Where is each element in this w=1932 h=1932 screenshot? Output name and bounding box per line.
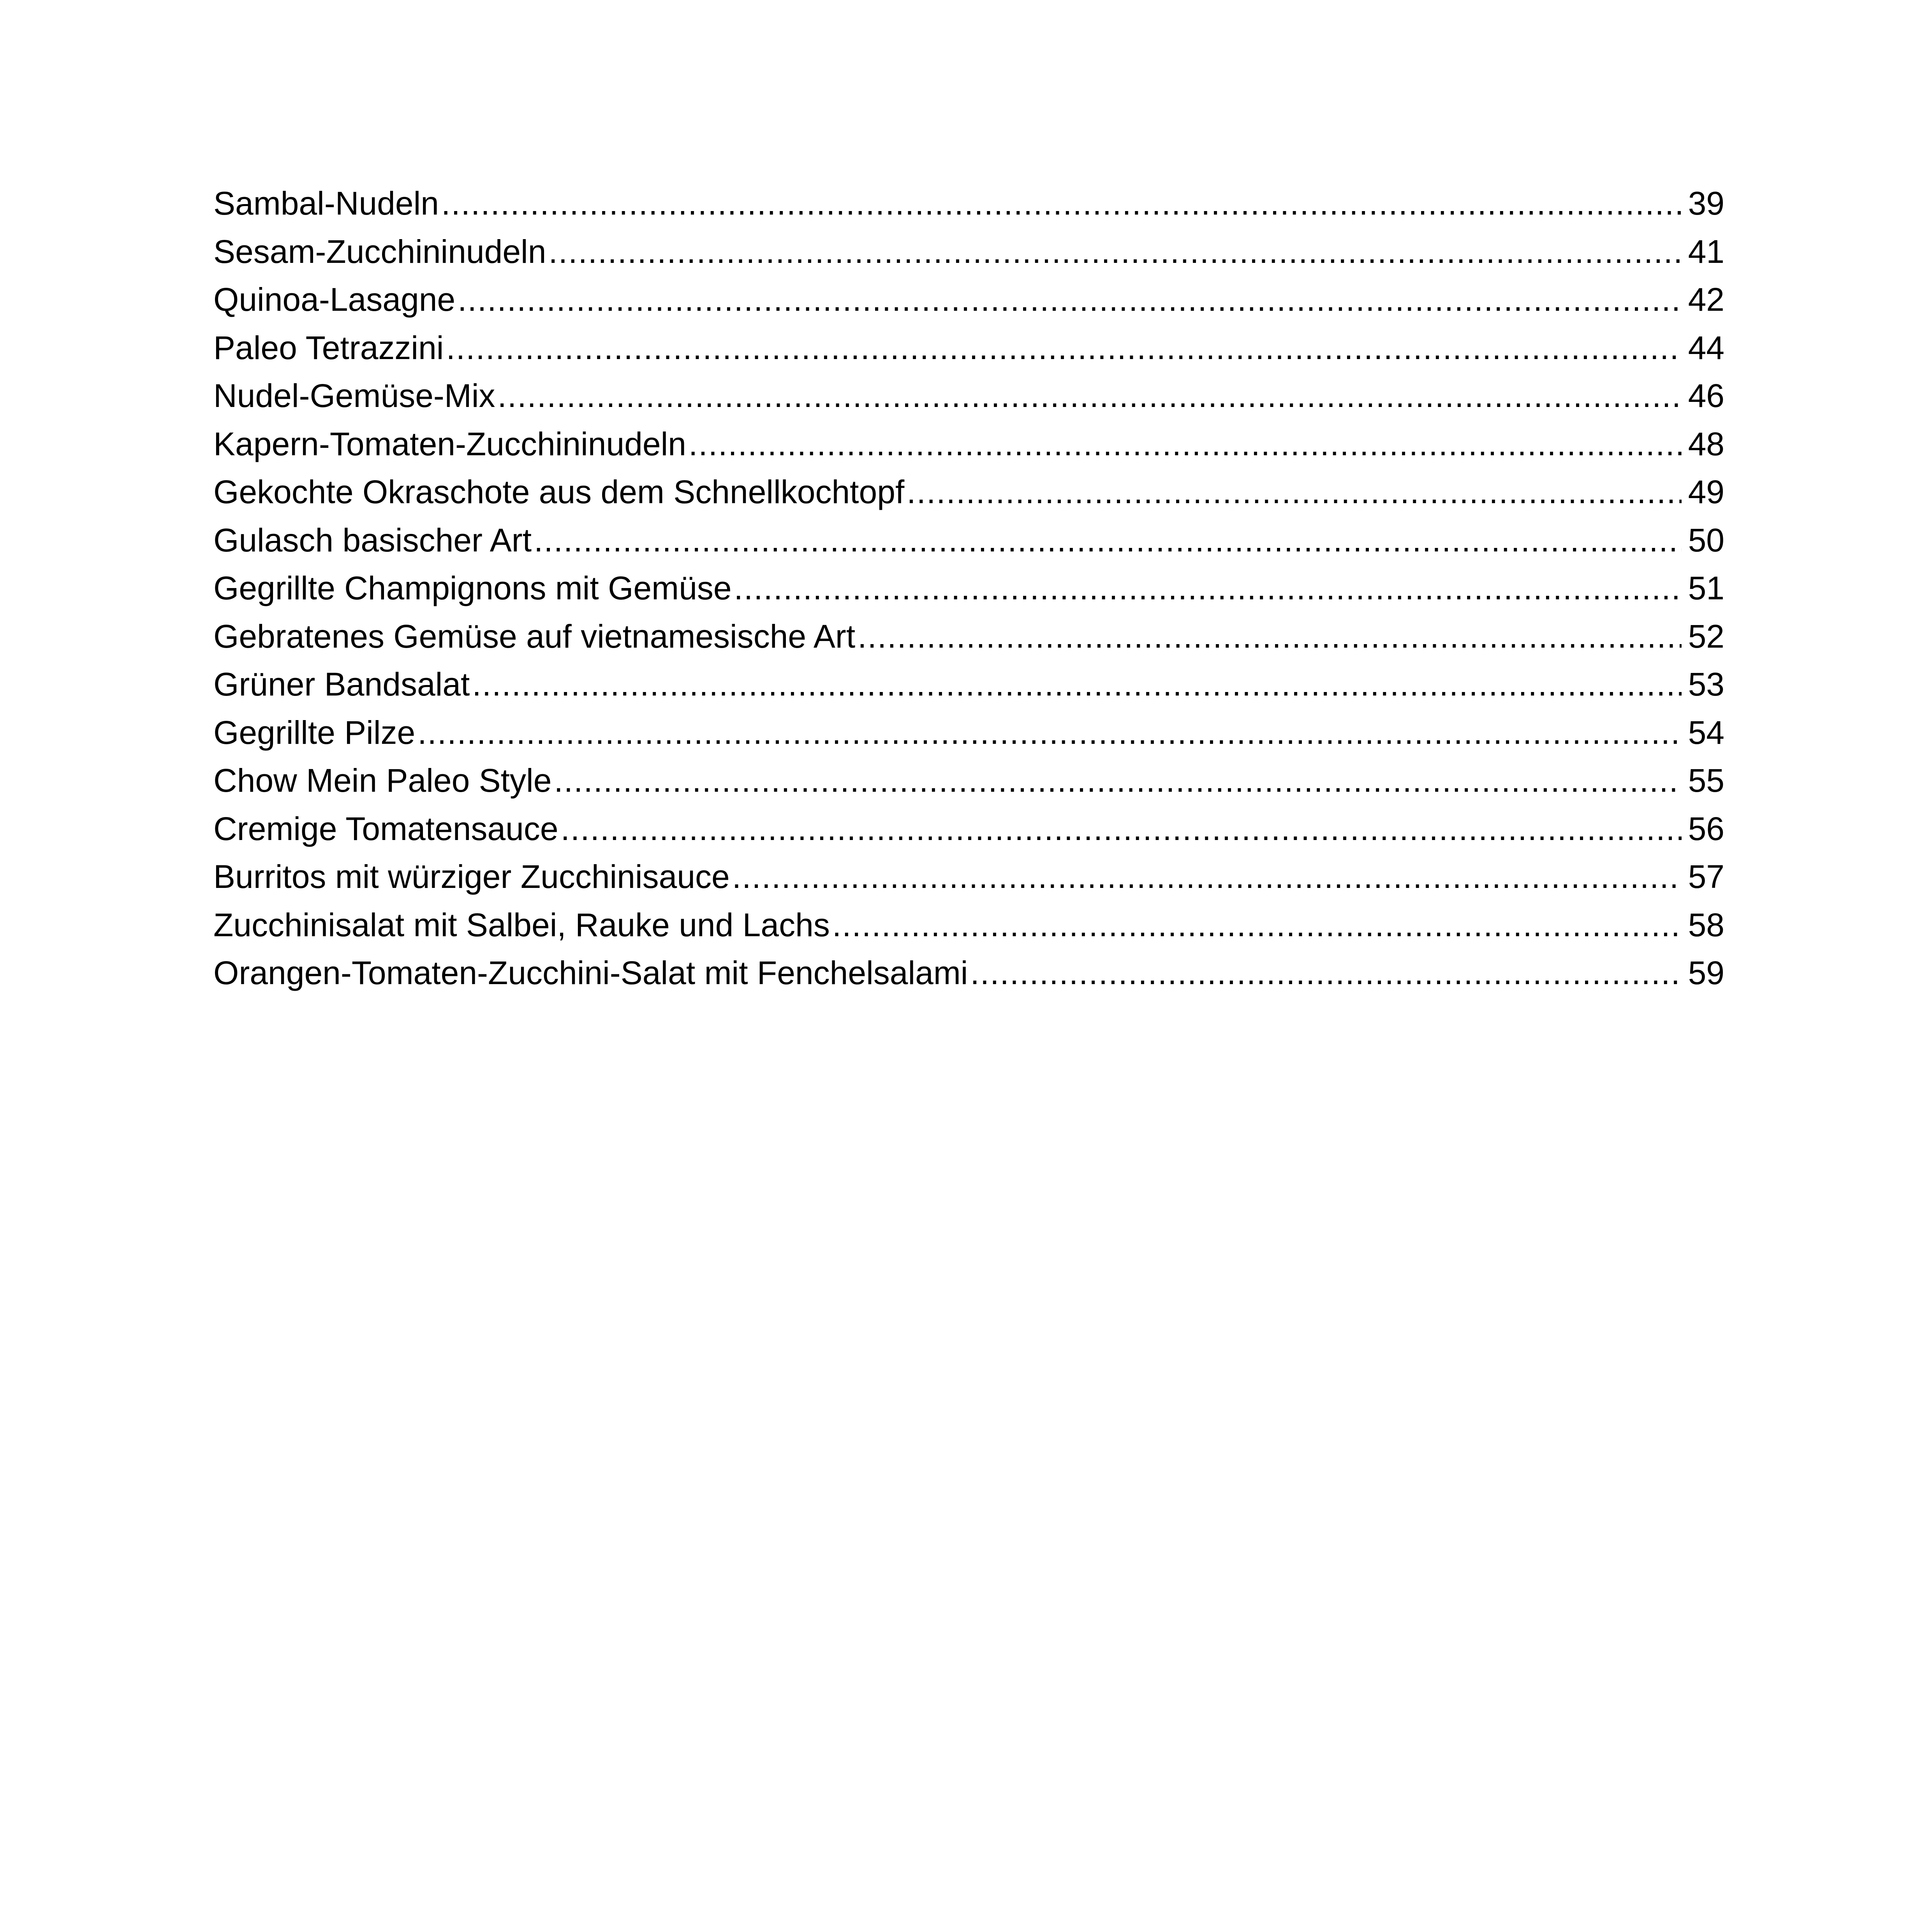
toc-dot-leader: [561, 805, 1682, 853]
toc-entry[interactable]: [213, 468, 1724, 516]
toc-page-number: 58: [1688, 906, 1724, 943]
toc-page-number: 42: [1688, 281, 1724, 318]
toc-page-number: 49: [1688, 474, 1724, 510]
toc-entry-title: Sesam-Zucchininudeln: [213, 233, 546, 270]
toc-entry-title: Paleo Tetrazzini: [213, 329, 444, 366]
toc-page-number: 48: [1688, 425, 1724, 462]
toc-entry[interactable]: [213, 805, 1724, 853]
toc-page-number: 46: [1688, 377, 1724, 414]
toc-entry-title: Gulasch basischer Art: [213, 521, 532, 558]
toc-entry[interactable]: [213, 420, 1724, 468]
toc-page-number: 52: [1688, 618, 1724, 655]
toc-entry-title: Grüner Bandsalat: [213, 666, 470, 703]
toc-page-number: 41: [1688, 233, 1724, 270]
toc-dot-leader: [858, 613, 1682, 661]
toc-entry-title: Gebratenes Gemüse auf vietnamesische Art: [213, 618, 856, 655]
toc-entry[interactable]: [213, 372, 1724, 420]
toc-dot-leader: [689, 420, 1682, 468]
toc-dot-leader: [907, 468, 1682, 516]
toc-dot-leader: [534, 516, 1682, 565]
toc-dot-leader: [441, 180, 1682, 228]
toc-dot-leader: [970, 949, 1682, 997]
toc-entry[interactable]: [213, 613, 1724, 661]
toc-dot-leader: [554, 757, 1682, 805]
toc-page-number: 44: [1688, 329, 1724, 366]
toc-page-number: 57: [1688, 858, 1724, 895]
toc-entry[interactable]: [213, 949, 1724, 997]
toc-dot-leader: [548, 228, 1682, 276]
toc-entry-title: Sambal-Nudeln: [213, 185, 439, 222]
toc-dot-leader: [458, 276, 1682, 324]
toc-entry-title: Cremige Tomatensauce: [213, 810, 558, 847]
toc-entry[interactable]: [213, 757, 1724, 805]
toc-entry[interactable]: [213, 276, 1724, 324]
toc-entry[interactable]: [213, 516, 1724, 565]
toc-entry-title: Gekochte Okraschote aus dem Schnellkochtopf: [213, 474, 905, 510]
toc-entry[interactable]: [213, 709, 1724, 757]
toc-entry-title: Quinoa-Lasagne: [213, 281, 456, 318]
table-of-contents: [213, 180, 1724, 997]
toc-dot-leader: [417, 709, 1682, 757]
toc-page-number: 55: [1688, 762, 1724, 799]
toc-entry-title: Gegrillte Pilze: [213, 714, 416, 751]
toc-entry[interactable]: [213, 660, 1724, 709]
toc-entry[interactable]: [213, 180, 1724, 228]
toc-entry[interactable]: [213, 901, 1724, 949]
toc-entry-title: Chow Mein Paleo Style: [213, 762, 552, 799]
toc-entry-title: Zucchinisalat mit Salbei, Rauke und Lachs: [213, 906, 830, 943]
toc-dot-leader: [498, 372, 1682, 420]
toc-page-number: 39: [1688, 185, 1724, 222]
toc-dot-leader: [734, 564, 1682, 613]
toc-page-number: 54: [1688, 714, 1724, 751]
toc-entry[interactable]: [213, 228, 1724, 276]
toc-dot-leader: [832, 901, 1682, 949]
toc-page-number: 53: [1688, 666, 1724, 703]
toc-entry-title: Gegrillte Champignons mit Gemüse: [213, 570, 732, 606]
toc-entry-title: Orangen-Tomaten-Zucchini-Salat mit Fenchelsalami: [213, 955, 968, 991]
toc-dot-leader: [472, 660, 1682, 709]
toc-dot-leader: [446, 324, 1682, 372]
toc-page-number: 59: [1688, 955, 1724, 991]
toc-entry[interactable]: [213, 324, 1724, 372]
toc-entry-title: Nudel-Gemüse-Mix: [213, 377, 495, 414]
toc-page-number: 56: [1688, 810, 1724, 847]
toc-entry[interactable]: [213, 853, 1724, 901]
toc-dot-leader: [732, 853, 1682, 901]
toc-page-number: 50: [1688, 521, 1724, 558]
toc-entry-title: Kapern-Tomaten-Zucchininudeln: [213, 425, 687, 462]
toc-entry[interactable]: [213, 564, 1724, 613]
toc-entry-title: Burritos mit würziger Zucchinisauce: [213, 858, 730, 895]
toc-page-number: 51: [1688, 570, 1724, 606]
